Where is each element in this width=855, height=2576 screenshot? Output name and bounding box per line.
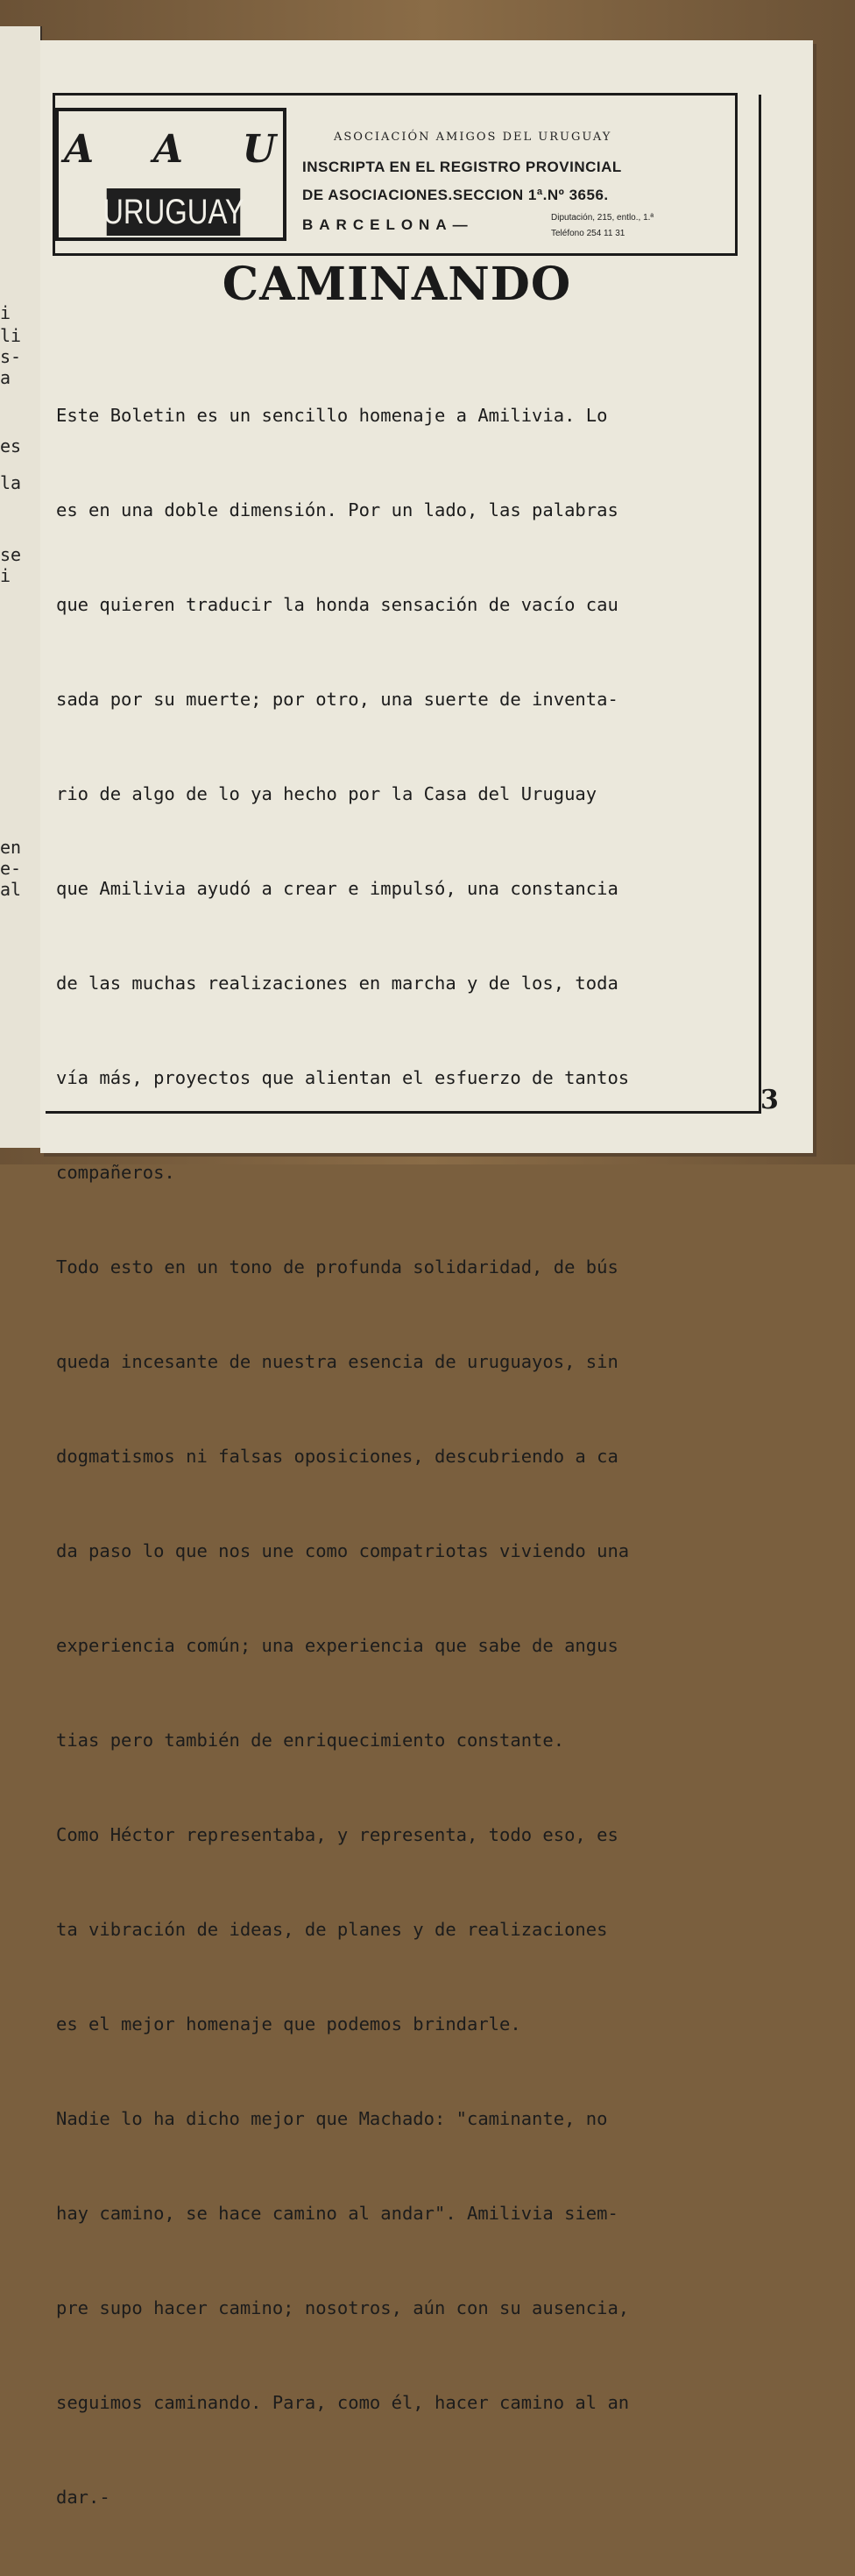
body-line: experiencia común; una experiencia que sabe de angus [56,1635,618,1656]
facing-page-fragment: s- [0,346,22,367]
association-name: ASOCIACIÓN AMIGOS DEL URUGUAY [334,131,612,144]
registration-line-1: INSCRIPTA EN EL REGISTRO PROVINCIAL [302,159,622,175]
body-line: que Amilivia ayudó a crear e impulsó, una constancia [56,878,618,899]
body-line: Todo esto en un tono de profunda solidaridad, de bús [56,1256,618,1277]
facing-page-edge [0,26,42,1148]
body-line: da paso lo que nos une como compatriotas viviendo una [56,1540,630,1561]
facing-page-fragment: es [0,435,22,456]
city: BARCELONA— [302,216,474,233]
logo-letter: A [152,127,185,172]
body-line: sada por su muerte; por otro, una suerte de inventa- [56,689,618,710]
body-line: dogmatismos ni falsas oposiciones, descubriendo a ca [56,1446,618,1467]
body-line: tias pero también de enriquecimiento constante. [56,1730,565,1751]
letterhead [53,93,738,256]
body-line: de las muchas realizaciones en marcha y de los, toda [56,973,618,994]
facing-page-fragment: la [0,472,22,493]
bulletin-page [40,40,813,2508]
body-line: Como Héctor representaba, y representa, todo eso, es [56,1824,618,1845]
body-line: seguimos caminando. Para, como él, hacer camino al an [56,2392,630,2413]
facing-page-fragment: e- [0,858,22,879]
body-line: que quieren traducir la honda sensación de vacío cau [56,594,618,615]
facing-page-fragment: al [0,879,22,900]
body-line: rio de algo de lo ya hecho por la Casa del Uruguay [56,783,597,804]
body-line: vía más, proyectos que alientan el esfuerzo de tantos [56,1067,630,1088]
body-line: dar.- [56,2487,110,2508]
facing-page-fragment: li [0,325,22,346]
registration-line-2: DE ASOCIACIONES.SECCION 1ª.Nº 3656. [302,187,609,203]
aau-logo [55,108,286,241]
body-line: compañeros. [56,1162,175,1183]
body-line: pre supo hacer camino; nosotros, aún con su ausencia, [56,2297,630,2318]
body-line: hay camino, se hace camino al andar". Amilivia siem- [56,2203,618,2224]
page-number: 3 [760,1085,779,1115]
logo-letter: A [64,127,96,172]
facing-page-fragment: i [0,565,11,586]
article-body [56,336,757,2576]
body-line: es en una doble dimensión. Por un lado, las palabras [56,499,618,520]
body-line: ta vibración de ideas, de planes y de realizaciones [56,1919,608,1940]
logo-letter: U [242,127,278,172]
body-line: queda incesante de nuestra esencia de uruguayos, sin [56,1351,618,1372]
facing-page-fragment: en [0,837,22,858]
body-line: es el mejor homenaje que podemos brindarle. [56,2013,521,2035]
facing-page-fragment: i [0,302,11,323]
facing-page-fragment: a [0,367,11,388]
body-line: Este Boletin es un sencillo homenaje a Amilivia. Lo [56,405,608,426]
logo-band-uruguay: URUGUAY [107,188,241,236]
logo-initials [64,127,278,172]
address: Diputación, 215, entlo., 1.ª [551,213,654,223]
article-title: CAMINANDO [222,258,572,311]
phone: Teléfono 254 11 31 [551,229,625,238]
body-line: Nadie lo ha dicho mejor que Machado: "caminante, no [56,2108,608,2129]
facing-page-fragment: se [0,544,22,565]
